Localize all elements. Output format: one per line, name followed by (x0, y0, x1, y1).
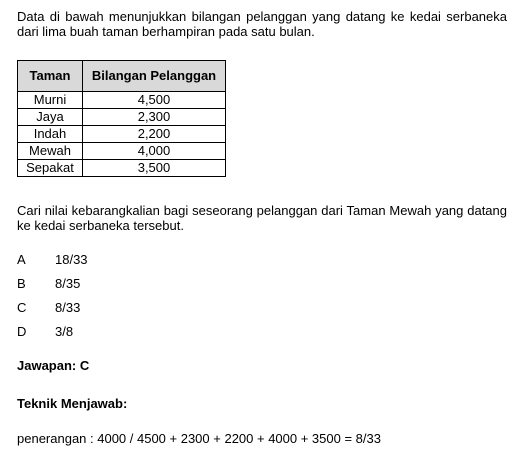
table-cell-count: 4,000 (83, 143, 226, 160)
option-value: 8/33 (55, 300, 81, 315)
table-row (18, 92, 226, 109)
table-cell-count: 4,500 (83, 92, 226, 109)
table-cell-taman: Indah (18, 126, 83, 143)
option-c (17, 300, 88, 324)
option-value: 18/33 (55, 252, 88, 267)
question-prompt: Cari nilai kebarangkalian bagi seseorang pelanggan dari Taman Mewah yang datang ke kedai serbaneka tersebut. (17, 203, 507, 233)
table-cell-taman: Sepakat (18, 160, 83, 177)
table-row (18, 143, 226, 160)
answer-text: Jawapan: C (17, 358, 90, 373)
table-cell-count: 2,200 (83, 126, 226, 143)
customer-table (17, 60, 226, 177)
table-cell-taman: Mewah (18, 143, 83, 160)
option-a (17, 252, 88, 276)
option-letter: B (17, 276, 26, 291)
option-letter: A (17, 252, 26, 267)
question-intro: Data di bawah menunjukkan bilangan pelanggan yang datang ke kedai serbaneka dari lima buah taman berhampiran pada satu bulan. (17, 9, 507, 39)
table-header-row (18, 61, 226, 92)
technique-heading: Teknik Menjawab: (17, 396, 128, 411)
table-cell-taman: Murni (18, 92, 83, 109)
header-taman: Taman (18, 61, 83, 92)
table-row (18, 126, 226, 143)
option-b (17, 276, 88, 300)
table-row (18, 160, 226, 177)
table-cell-count: 2,300 (83, 109, 226, 126)
answer-options (17, 252, 88, 348)
table-cell-taman: Jaya (18, 109, 83, 126)
option-value: 8/35 (55, 276, 81, 291)
option-d (17, 324, 88, 348)
explanation-text: penerangan : 4000 / 4500 + 2300 + 2200 + 4000 + 3500 = 8/33 (17, 431, 381, 446)
table-cell-count: 3,500 (83, 160, 226, 177)
table-row (18, 109, 226, 126)
option-letter: C (17, 300, 27, 315)
option-letter: D (17, 324, 27, 339)
header-bilangan: Bilangan Pelanggan (83, 61, 226, 92)
option-value: 3/8 (55, 324, 74, 339)
